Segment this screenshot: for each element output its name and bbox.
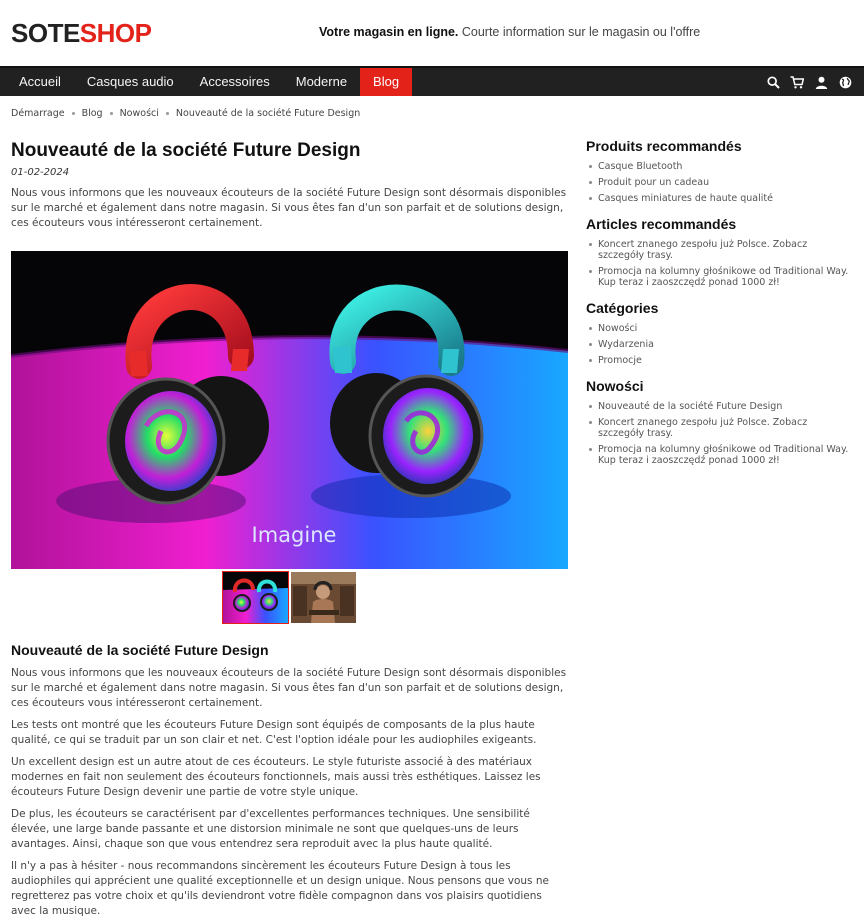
image-thumbnails [223, 572, 356, 623]
recommended-article-link[interactable]: Promocja na kolumny głośnikowe od Traditional Way. Kup teraz i zaoszczędź ponad 1000 zł! [586, 266, 856, 288]
recommended-product-link[interactable]: Casques miniatures de haute qualité [586, 193, 856, 204]
recommended-products-block [586, 138, 856, 204]
sidebar [586, 138, 856, 478]
globe-icon[interactable] [838, 75, 852, 89]
post-title: Nouveauté de la société Future Design [11, 140, 361, 161]
breadcrumb [11, 108, 360, 119]
post-paragraph: De plus, les écouteurs se caractérisent par d'excellentes performances techniques. Une sensibilité élevée, une large bande passante et une distorsion minimale ne sont que quelques-uns de leurs avantages. Ainsi, chaque son que vous entendrez sera reproduit avec la plus haute qualité. [11, 808, 530, 850]
news-title: Nowości [586, 378, 644, 394]
news-link[interactable]: Koncert znanego zespołu już Polsce. Zobacz szczegóły trasy. [586, 417, 856, 439]
nav-item-accueil[interactable]: Accueil [19, 74, 61, 89]
post-date: 01-02-2024 [11, 167, 70, 178]
hero-image-caption: Imagine [251, 523, 337, 547]
logo-text-part2: SHOP [79, 18, 152, 48]
news-link[interactable]: Promocja na kolumny głośnikowe od Traditional Way. Kup teraz i zaoszczędź ponad 1000 zł! [586, 444, 856, 466]
nav-item-blog[interactable]: Blog [360, 68, 412, 96]
tagline-rest: Courte information sur le magasin ou l'offre [458, 25, 701, 39]
recommended-product-link[interactable]: Produit pour un cadeau [586, 177, 856, 188]
thumbnail-headphones[interactable] [223, 572, 288, 623]
breadcrumb-separator [72, 112, 75, 115]
recommended-article-link[interactable]: Koncert znanego zespołu już Polsce. Zobacz szczegóły trasy. [586, 239, 856, 261]
category-link[interactable]: Nowości [586, 323, 856, 334]
breadcrumb-item-category[interactable]: Nowości [119, 108, 159, 119]
post-hero-image[interactable] [11, 251, 568, 569]
logo-text-part1: SOTE [11, 18, 80, 48]
categories-block [586, 300, 856, 366]
news-block [586, 378, 856, 466]
site-header [0, 0, 864, 66]
category-link[interactable]: Promocje [586, 355, 856, 366]
nav-item-moderne[interactable]: Moderne [295, 74, 348, 89]
breadcrumb-separator [110, 112, 113, 115]
cart-icon[interactable] [790, 75, 804, 89]
breadcrumb-separator [166, 112, 169, 115]
breadcrumb-item-current: Nouveauté de la société Future Design [175, 108, 361, 119]
search-icon[interactable] [766, 75, 780, 89]
post-body [11, 666, 568, 922]
breadcrumb-item-blog[interactable]: Blog [81, 108, 103, 119]
main-nav [0, 66, 864, 96]
categories-title: Catégories [586, 300, 659, 316]
recommended-articles-block [586, 216, 856, 288]
recommended-products-title: Produits recommandés [586, 138, 742, 154]
user-icon[interactable] [814, 75, 828, 89]
post-section-title: Nouveauté de la société Future Design [11, 642, 269, 658]
recommended-product-link[interactable]: Casque Bluetooth [586, 161, 856, 172]
category-link[interactable]: Wydarzenia [586, 339, 856, 350]
logo[interactable] [11, 18, 151, 48]
news-link[interactable]: Nouveauté de la société Future Design [586, 401, 856, 412]
post-intro: Nous vous informons que les nouveaux écouteurs de la société Future Design sont désormais disponibles sur le marché et également dans notre magasin. Si vous êtes fan d'un son parfait et de solutions design, ces écouteurs vous intéresseront certainement. [11, 187, 567, 229]
breadcrumb-item-home[interactable]: Démarrage [11, 108, 65, 119]
store-tagline [319, 25, 700, 39]
post-paragraph: Un excellent design est un autre atout de ces écouteurs. Le style futuriste associé à des matériaux modernes en fait non seulement des écouteurs fonctionnels, mais aussi très esthétiques. Laissez les écouteurs Future Design devenir une partie de votre style unique. [11, 756, 541, 798]
post-paragraph: Il n'y a pas à hésiter - nous recommandons sincèrement les écouteurs Future Design à tous les audiophiles qui apprécient une qualité exceptionnelle et un design unique. Nous pensons que vous ne regretterez pas votre choix et qu'ils deviendront votre fidèle compagnon dans vos plaisirs quotidiens avec la musique. [11, 860, 549, 917]
post-paragraph: Nous vous informons que les nouveaux écouteurs de la société Future Design sont désormais disponibles sur le marché et également dans notre magasin. Si vous êtes fan d'un son parfait et de solutions design, ces écouteurs vous intéresseront certainement. [11, 667, 567, 709]
recommended-articles-title: Articles recommandés [586, 216, 737, 232]
post-paragraph: Les tests ont montré que les écouteurs Future Design sont équipés de composants de la plus haute qualité, ce qui se traduit par un son clair et net. C'est l'option idéale pour les audiophiles exigeants. [11, 719, 537, 746]
nav-item-accessoires[interactable]: Accessoires [199, 74, 270, 89]
nav-item-casques-audio[interactable]: Casques audio [86, 74, 174, 89]
thumbnail-person-listening[interactable] [291, 572, 356, 623]
tagline-bold: Votre magasin en ligne. [319, 25, 459, 39]
